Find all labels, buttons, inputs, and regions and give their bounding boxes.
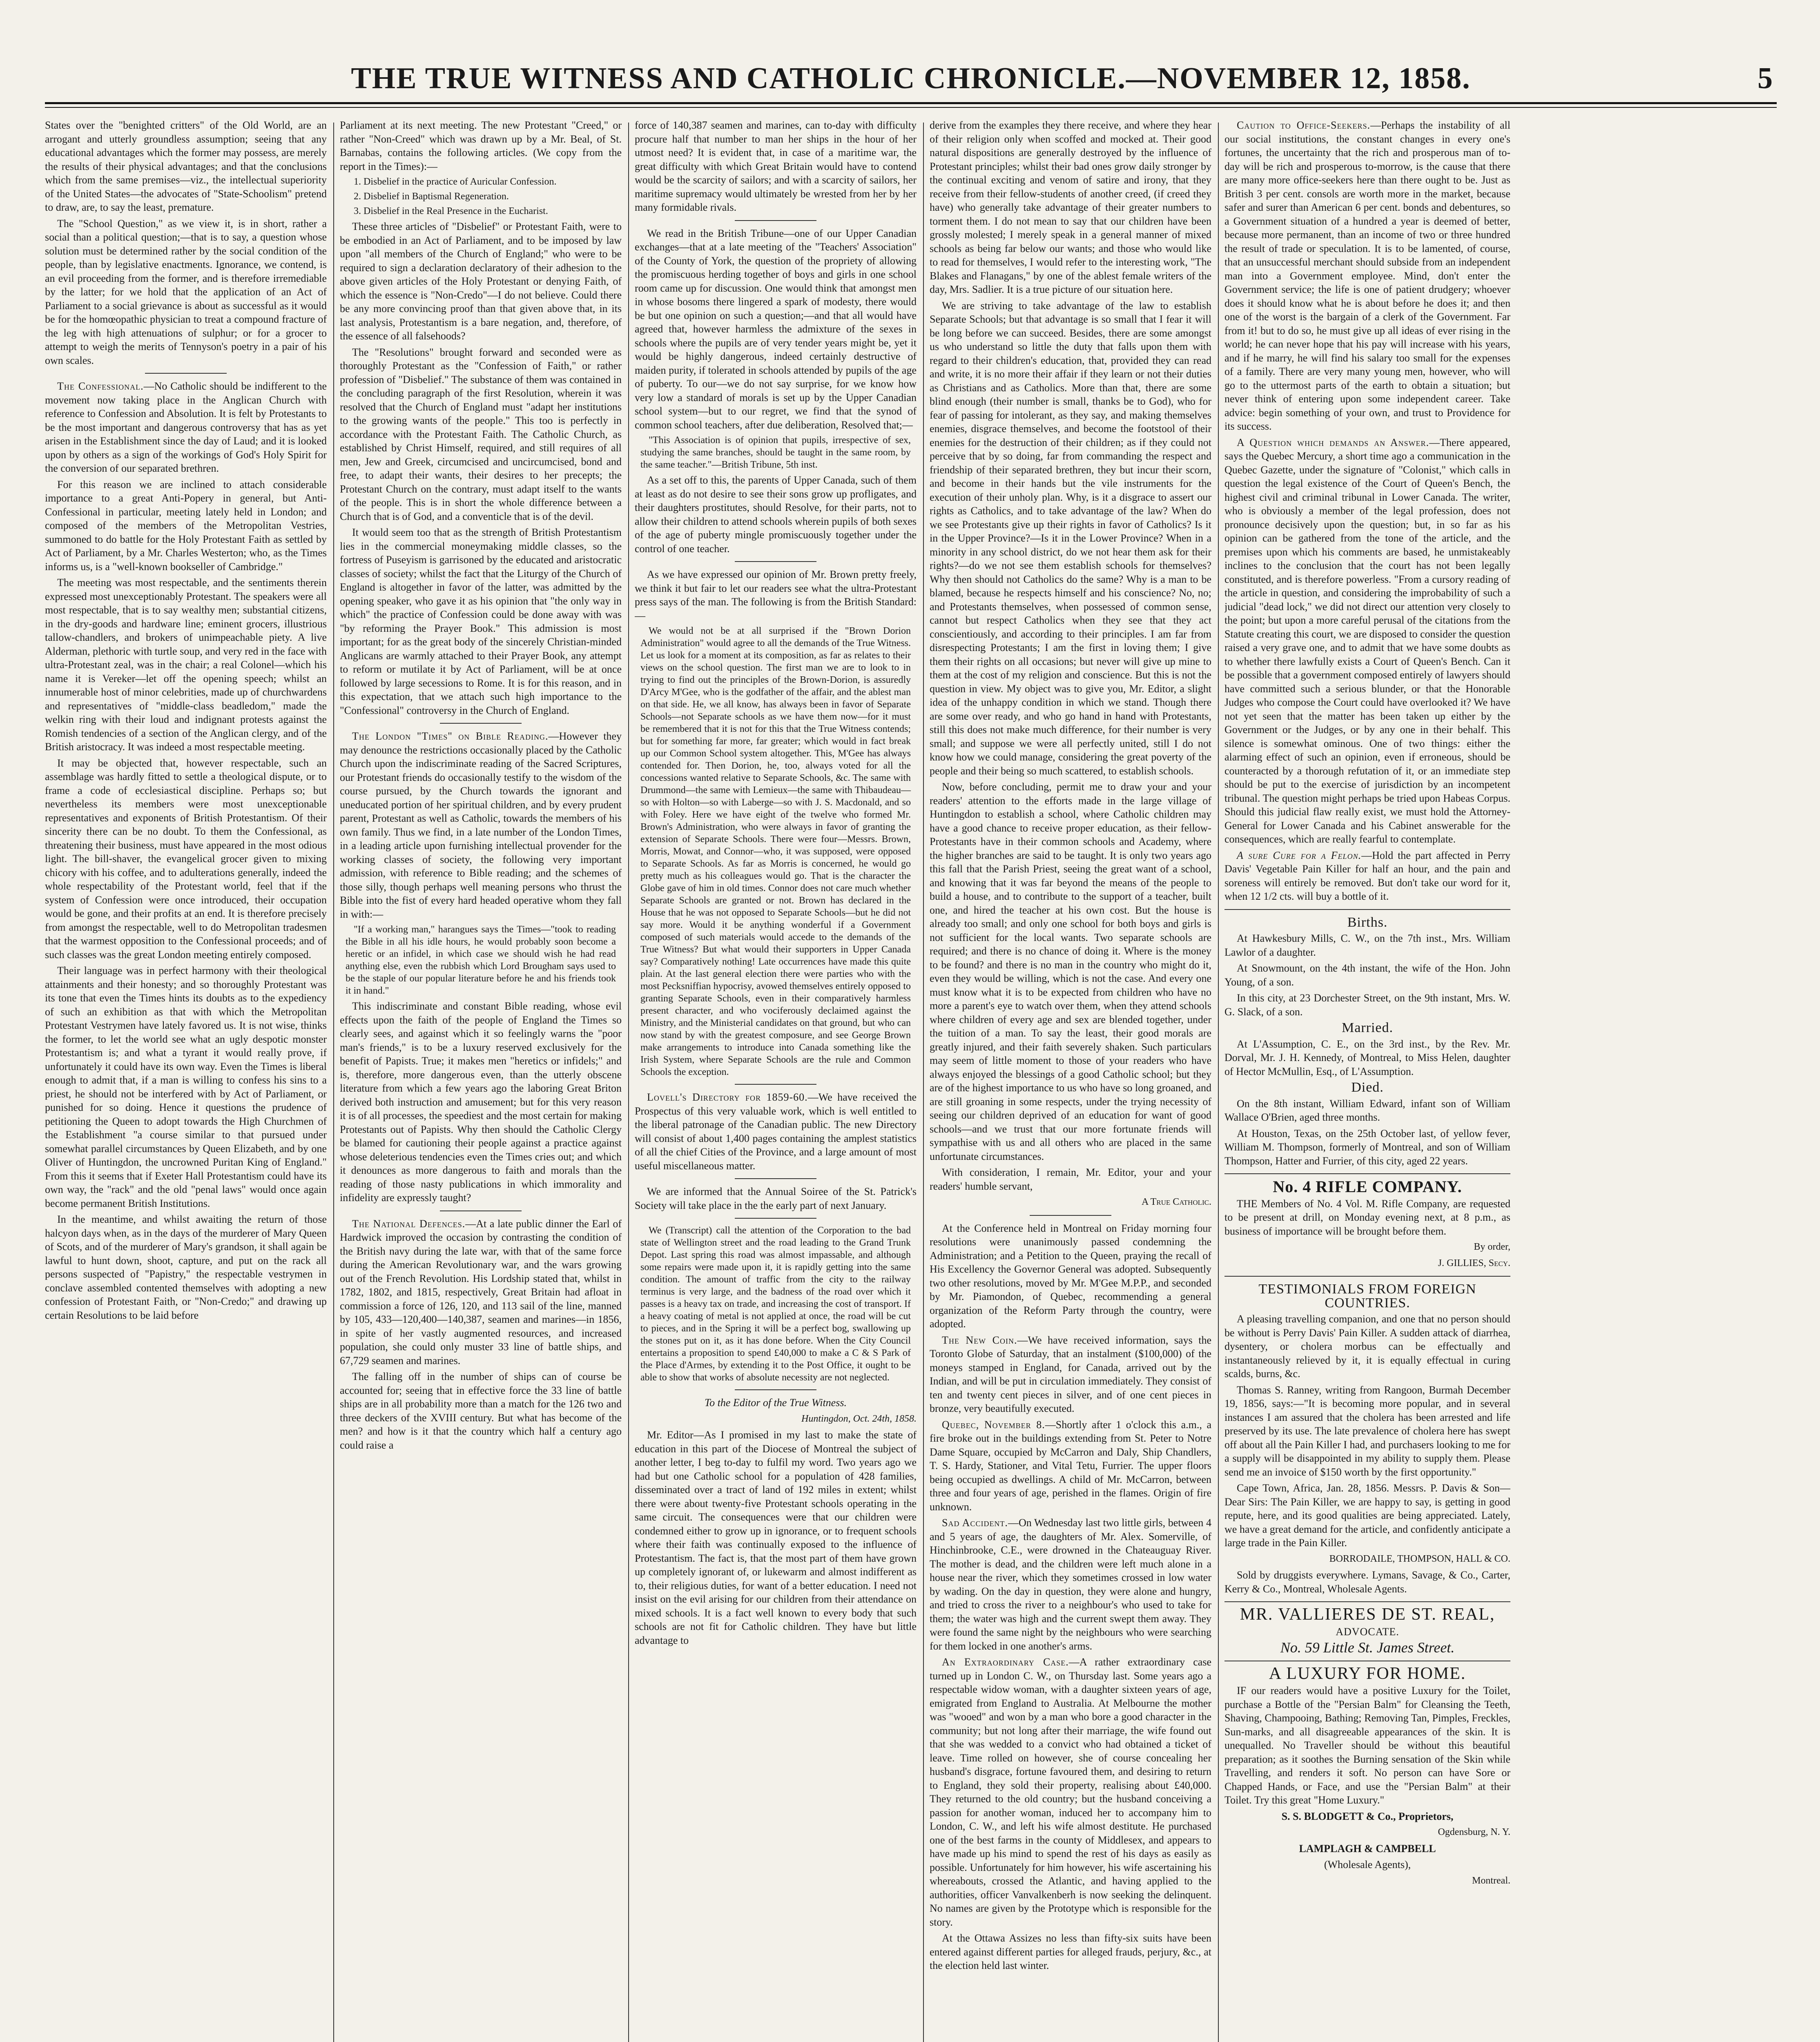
ad-paragraph: A pleasing travelling companion, and one that no person should be without is Perry Davis' Pain Killer. A sudden attack of diarrhea, dysentery, or cholera morbus can be effectually and instantaneously relieved by it, it is equally effectual in curing scalds, burns, &c. bbox=[1224, 1313, 1510, 1380]
article-paragraph bbox=[1224, 849, 1510, 903]
article-heading: The Confessional. bbox=[57, 380, 144, 392]
article-text: —We have received the Prospectus of this very valuable work, which is well entitled to the liberal patronage of the Canadian public. The new Directory will consist of about 1,400 pages containing the amplest statistics of all the chief Cities of the Province, and a large amount of most useful miscellaneous matter. bbox=[635, 1091, 917, 1172]
article-paragraph: At the Ottawa Assizes no less than fifty-six suits have been entered against different parties for alleged frauds, perjury, &c., at the election held last winter. bbox=[930, 1932, 1211, 1971]
article-paragraph: For this reason we are inclined to attach considerable importance to a great Anti-Popery in general, but Anti-Confessional in particular, meeting lately held in London; and composed of the members of the Metropolitan Vestries, summoned to do battle for the Holy Protestant Faith as settled by Act of Parliament, by a Mr. Charles Westerton; who, as the Times informs us, is a "well-known bookseller of Cambridge." bbox=[45, 478, 327, 573]
ad-paragraph: Sold by druggists everywhere. Lymans, Savage, & Co., Carter, Kerry & Co., Montreal, Wholesale Agents. bbox=[1224, 1569, 1510, 1595]
divider bbox=[440, 1210, 522, 1211]
article-paragraph bbox=[930, 1516, 1211, 1653]
masthead-rule-thin bbox=[45, 107, 1777, 108]
article-paragraph: States over the "benighted critters" of the Old World, are an arrogant and utterly groundless assumption; seeing that any educational advantages which the former may possess, are merely the results of their physical advantages; and that the conclusions which from the same premises—viz., the intellectual superiority of the United States—the advocates of "State-Schoolism" pretend to draw, are, to say the least, premature. bbox=[45, 119, 327, 213]
notice-order: By order, bbox=[1474, 1242, 1510, 1252]
article-paragraph bbox=[930, 1418, 1211, 1514]
divider bbox=[1224, 1601, 1510, 1602]
article-paragraph bbox=[930, 1333, 1211, 1416]
notice-item: THE Members of No. 4 Vol. M. Rifle Company, are requested to be present at drill, on Monday evening next, at 8 p.m., as business of importance will be brought before them. bbox=[1224, 1197, 1510, 1237]
masthead-rule bbox=[45, 102, 1777, 104]
block-quote: "This Association is of opinion that pupils, irrespective of sex, studying the same branches, should be taught in the same room, by the same teacher."—British Tribune, 5th inst. bbox=[640, 435, 911, 470]
page-number: 5 bbox=[1758, 62, 1773, 95]
article-heading: The London "Times" on Bible Reading. bbox=[352, 730, 549, 742]
notice-item: In this city, at 23 Dorchester Street, on the 9th instant, Mrs. W. G. Slack, of a son. bbox=[1224, 992, 1510, 1018]
ad-paragraph: Cape Town, Africa, Jan. 28, 1856. Messrs. P. Davis & Son—Dear Sirs: The Pain Killer, we are happy to say, is getting in good repute, here, and its good qualities are being appreciated. Lately, we have a great demand for the article, and confidently anticipate a large trade in the Pain Killer. bbox=[1224, 1482, 1510, 1549]
ad-signature: Ogdensburg, N. Y. bbox=[1438, 1827, 1510, 1837]
article-text: —Hold the part affected in Perry Davis' Vegetable Pain Killer for half an hour, and the pain and soreness will entirely be removed. But don't take our word for it, when 12 1/2 cts. will buy a bottle of it. bbox=[1224, 849, 1510, 902]
article-paragraph: Their language was in perfect harmony with their theological attainments and their honesty; and so thoroughly Protestant was its tone that even the Times hints its doubts as to the expediency of such an exhibition as that with which the Metropolitan Protestant Vestrymen have lately favored us. It is not wise, thinks the former, to let the world see what an ugly despotic monster Protestantism is; and what a tyrant it would really prove, if unfortunately it could have its own way. Even the Times is liberal enough to admit that, if a man is willing to confess his sins to a priest, he should not be interfered with by Act of Parliament, or punished for so doing. Hence it questions the prudence of petitioning the Queen to adopt towards the High Churchmen of the Establishment "a course similar to that pursued under somewhat parallel circumstances by Queen Elizabeth, and by one Oliver of Huntingdon, the uncrowned Puritan King of England." From this it seems that if Exeter Hall Protestantism could have its own way, the "rack" and the old "penal laws" would once again become permanent British Institutions. bbox=[45, 965, 327, 1209]
article-paragraph: We are informed that the Annual Soiree of the St. Patrick's Society will take place in the the early part of next January. bbox=[635, 1186, 917, 1211]
article-heading: A sure Cure for a Felon. bbox=[1237, 849, 1362, 861]
column-3 bbox=[635, 118, 917, 2042]
article-paragraph: We read in the British Tribune—one of our Upper Canadian exchanges—that at a late meeting of the "Teachers' Association" of the County of York, the question of the propriety of allowing the promiscuous herding together of boys and girls in one school room came up for discussion. One would think that amongst men in whose bosoms there lingered a spark of modesty, there would be but one opinion on such a question;—and that all would have agreed that, however harmless the admixture of the sexes in schools where the pupils are of very tender years might be, yet it would be highly dangerous, indeed certainly destructive of maiden purity, if tolerated in schools attended by pupils of the age of puberty. To our—we do not say surprise, for we know how very low a standard of morals is set up by the Upper Canadian school system—but to our regret, we find that the synod of common school teachers, after due deliberation, Resolved that;— bbox=[635, 227, 917, 431]
article-paragraph: In the meantime, and whilst awaiting the return of those halcyon days when, as in the days of the murderer of Mary Queen of Scots, and of the murderer of Mary's grandson, it shall again be lawful to hunt down, shoot, capture, and put on the rack all persons suspected of "Papistry," the respectable vestrymen in conclave assembled contented themselves with adopting a new confession of Protestant Faith, or "Non-Credo;" and drawing up certain Resolutions to be laid before bbox=[45, 1213, 327, 1321]
article-paragraph bbox=[45, 379, 327, 475]
ad-signature: BORRODAILE, THOMPSON, HALL & CO. bbox=[1329, 1553, 1510, 1564]
article-paragraph: This indiscriminate and constant Bible reading, whose evil effects upon the faith of the people of England the Times so clearly sees, and against which it so feelingly warns the "poor man's friends," is to be a luxury reserved exclusively for the benefit of Papists. True; it makes men "heretics or infidels;" and is, therefore, more dangerous even, than the utterly obscene literature from which a few years ago the laboring Great Briton derived both instruction and amusement; but for this very reason it is of all processes, the speediest and the most certain for making Protestants out of Papists. Why then should the Catholic Clergy be blamed for cautioning their people against a practice against whose deleterious tendencies even the Times cries out; and which it denounces as more dangerous to faith and morals than the reading of those nasty publications in which immorality and infidelity are expressly taught? bbox=[340, 1000, 622, 1204]
article-paragraph bbox=[340, 729, 622, 921]
divider bbox=[735, 1178, 816, 1179]
article-text: —However they may denounce the restrictions occasionally placed by the Catholic Church upon the indiscriminate reading of the Sacred Scriptures, our Protestant friends do occasionally testify to the wisdom of the course pursued, by the Church towards the ignorant and uneducated portion of her spiritual children, and by every prudent parent, Protestant as well as Catholic, towards the members of his own family. Thus we find, in a late number of the London Times, in a leading article upon furnishing intellectual provender for the working classes of society, the following very important admission, with reference to Bible reading; and the schemes of those silly, though perhaps well meaning persons who thrust the Bible into the fist of every hard headed operative whom they fall in with:— bbox=[340, 730, 622, 920]
article-text: —On Wednesday last two little girls, between 4 and 5 years of age, the daughters of Mr. Alex. Somerville, of Hinchinbrooke, C.E., were drowned in the Chateauguay River. The mother is dead, and the children were left much alone in a house near the river, which they sometimes crossed in low water by wading. On the day in question, they were alone and hungry, and tried to cross the river to a neighbour's who used to take for them; the water was high and the current swept them away. They were found the same night by the neighbours who were searching for them locked in one another's arms. bbox=[930, 1517, 1211, 1652]
article-paragraph: The "School Question," as we view it, is in short, rather a social than a political question;—that is to say, a question whose solution must be determined rather by the social condition of the people, than by legislative enactments. Ignorance, we contend, is an evil proceeding from the former, and is therefore irremediable by the latter; for we hold that the application of an Act of Parliament to a social grievance is about as successful as it would be for the homœopathic physician to treat a compound fracture of the leg with high attenuations of sulphur; or for a grocer to attempt to weigh the merits of Tennyson's poetry in a pair of his own scales. bbox=[45, 217, 327, 366]
article-heading: Quebec, November 8. bbox=[942, 1418, 1045, 1431]
article-paragraph: As a set off to this, the parents of Upper Canada, such of them at least as do not desire to see their sons grow up profligates, and their daughters prostitutes, should Resolve, for their parts, not to allow their children to attend schools wherein pupils of both sexes of the age of puberty mingle promiscuously together under the control of one teacher. bbox=[635, 474, 917, 555]
article-text: —At a late public dinner the Earl of Hardwick improved the occasion by contrasting the condition of the British navy during the late war, with that of the same force during the American Revolutionary war, and the wars growing out of the French Revolution. His Lordship stated that, whilst in 1782, 1802, and 1815, respectively, Great Britain had afloat in commission a force of 126, 120, and 113 sail of the line, manned by 105, 433—120,400—140,387, seamen and marines—in 1856, in spite of her vastly augmented resources, and increased population, she could only muster 33 line of battle ships, and 67,729 seamen and marines. bbox=[340, 1217, 622, 1367]
list-item: 1. Disbelief in the practice of Auricular Confession. bbox=[354, 176, 557, 187]
article-paragraph: It may be objected that, however respectable, such an assemblage was hardly fitted to settle a theological dispute, or to frame a code of ecclesiastical discipline. Perhaps so; but nevertheless its members were most unexceptionable representatives and exponents of British Protestantism. Of their sincerity there can be no doubt. To them the Confessional, as threatening their business, must have appeared in the most odious light. The bill-shaver, the evangelical grocer given to mixing chicory with his coffee, and to adulterations generally, indeed the whole respectability of the Protestant world, feel that if the system of Confession were once introduced, their occupation would be gone, and their profits at an end. It is therefore precisely from amongst the respectable, well to do Metropolitan tradesmen that the warmest opposition to the Confessional proceeds; and of such classes was the great London meeting entirely composed. bbox=[45, 757, 327, 961]
article-paragraph: As we have expressed our opinion of Mr. Brown pretty freely, we think it but fair to let our readers see what the ultra-Protestant press says of the man. The following is from the British Standard:— bbox=[635, 568, 917, 622]
notice-item: At Snowmount, on the 4th instant, the wife of the Hon. John Young, of a son. bbox=[1224, 962, 1510, 988]
ad-paragraph: Thomas S. Ranney, writing from Rangoon, Burmah December 19, 1856, says:—"It is becoming more popular, and in several instances I am assured that the cholera has been arrested and life preserved by its use. The late prevalence of cholera here has swept off about all the Pain Killer I had, and purchasers looking to me for a supply will be disappointed in my ability to supply them. Please send me an invoice of $150 worth by the first opportunity." bbox=[1224, 1384, 1510, 1478]
masthead bbox=[45, 61, 1777, 110]
article-heading: A Question which demands an Answer. bbox=[1237, 436, 1430, 448]
article-paragraph: force of 140,387 seamen and marines, can to-day with difficulty procure half that number to man her ships in the hour of her utmost need? It is evident that, in case of a maritime war, the great difficulty with which Great Britain would have to contend would be the scarcity of sailors; and with a scarcity of sailors, her maritime supremacy would ultimately be wrested from her by her many formidable rivals. bbox=[635, 119, 917, 213]
ad-signature: Montreal. bbox=[1472, 1875, 1510, 1886]
notice-item: At Houston, Texas, on the 25th October last, of yellow fever, William M. Thompson, formerly of Montreal, and son of William Thompson, Hatter and Furrier, of this city, aged 22 years. bbox=[1224, 1127, 1510, 1167]
column-rule bbox=[923, 123, 924, 2042]
article-paragraph bbox=[1224, 436, 1510, 846]
article-paragraph bbox=[1224, 118, 1510, 433]
divider bbox=[735, 1218, 816, 1219]
article-text: —A rather extraordinary case turned up in London C. W., on Thursday last. Some years ago a respectable widow woman, with a daughter sixteen years of age, emigrated from England to Australia. At Melbourne the mother was "wooed" and won by a man who bore a good character in the community; but not long after their marriage, the wife found out that she was wedded to a convict who had obtained a ticket of leave. Time rolled on however, she of course concealing her husband's disgrace, fortune favoured them, and desiring to return to England, they sold their property, realising about £40,000. They returned to the old country; but the husband conceiving a passion for another woman, induced her to accompany him to London, C. W., and left his wife almost destitute. He purchased one of the best farms in the county of Middlesex, and appears to have made up his mind to spend the rest of his days as easily as possible. Unfortunately for him however, his wife ascertaining his whereabouts, crossed the Atlantic, and having applied to the authorities, officer Vanvalkenberh is now seeking the delinquent. No names are given by the Prototype which is responsible for the story. bbox=[930, 1656, 1211, 1928]
divider bbox=[1224, 909, 1510, 910]
advocate-name: MR. VALLIERES DE ST. REAL, bbox=[1240, 1605, 1495, 1624]
testimonials-heading: TESTIMONIALS FROM FOREIGN COUNTRIES. bbox=[1258, 1282, 1477, 1311]
article-paragraph: Parliament at its next meeting. The new Protestant "Creed," or rather "Non-Creed" which was drawn up by a Mr. Beal, of St. Barnabas, contains the following articles. (We copy from the report in the Times):— bbox=[340, 119, 622, 172]
divider bbox=[735, 561, 816, 562]
article-paragraph: The "Resolutions" brought forward and seconded were as thoroughly Protestant as the "Confession of Faith," or rather profession of "Disbelief." The substance of them was contained in the concluding paragraph of the first Resolution, wherein it was resolved that the Church of England must "adapt her institutions to the growing wants of the people." This too is perfectly in accordance with the Protestant Faith. The Catholic Church, as established by Christ Himself, required, and still requires of all men, Jew and Greek, circumcised and uncircumcised, bond and free, to adapt their wants, their desires to her precepts; the Protestant Church on the contrary, must adapt itself to the wants of the people. This is in short the whole difference between a Church that is of God, and a conventicle that is of the devil. bbox=[340, 346, 622, 522]
column-rule bbox=[1218, 123, 1219, 2042]
article-paragraph: derive from the examples they there receive, and where they hear of their religion only when scoffed and mocked at. Their good natural dispositions are generally destroyed by the influence of Protestant principles; whilst their bad ones grow daily stronger by the continual exciting and venom of satire and irony, that they receive from their fellow-students of another creed, (if creed they have) who generally take advantage of their greater numbers to torment them. I do not mean to say that our children have been grossly molested; I merely speak in a general manner of mixed schools as being far below our wants; and those who would like to read for themselves, I would refer to the interesting work, "The Blakes and Flanagans," by one of the ablest female writers of the day, Mrs. Sadlier. It is a true picture of our situation here. bbox=[930, 119, 1211, 295]
article-paragraph: The falling off in the number of ships can of course be accounted for; seeing that in effective force the 33 line of battle ships are in all probability more than a match for the 126 two and three deckers of the XVIII century. But what has become of the men? and how is it that the country which half a century ago could raise a bbox=[340, 1371, 622, 1451]
died-heading: Died. bbox=[1351, 1080, 1384, 1095]
article-paragraph: These three articles of "Disbelief" or Protestant Faith, were to be embodied in an Act of Parliament, and to be imposed by law upon "all members of the Church of England;" who were to be required to sign a declaration declaratory of their adhesion to the above given articles of the Holy Protestant or denying Faith, of which the essence is "Non-Credo"—I do not believe. Could there be any more convincing proof than that given above that, in its last analysis, Protestantism is a bare negation, and, therefore, of the essence of all falsehoods? bbox=[340, 221, 622, 342]
advocate-title: ADVOCATE. bbox=[1336, 1625, 1399, 1638]
divider bbox=[440, 723, 522, 724]
article-text: —Shortly after 1 o'clock this a.m., a fire broke out in the buildings extending from St. Peter to Notre Dame Square, occupied by McCarron and Daly, Ship Chandlers, T. S. Hardy, Stationer, and Vital Tetu, Furrier. The upper floors being occupied as dwellings. A child of Mr. McCarron, between three and four years of age, perished in the flames. Origin of fire unknown. bbox=[930, 1418, 1211, 1513]
article-heading: Lovell's Directory for 1859-60. bbox=[647, 1091, 808, 1103]
article-text: —No Catholic should be indifferent to the movement now taking place in the Anglican Church with reference to Confession and Absolution. It is felt by Protestants to be the most important and dangerous controversy that has as yet arisen in the Establishment since the day of Laud; and it is looked upon by others as a sign of the workings of God's Holy Spirit for the conversion of our separated brethren. bbox=[45, 380, 327, 474]
luxury-heading: A LUXURY FOR HOME. bbox=[1269, 1664, 1466, 1683]
divider bbox=[1030, 1215, 1111, 1216]
divider bbox=[735, 220, 816, 221]
block-quote: "If a working man," harangues says the Times—"took to reading the Bible in all his idle hours, he would probably soon become a heretic or an infidel, in which case we should wish he had read anything else, even the rubbish which Lord Brougham says used to be the staple of our popular literature before he and his friends took it in hand." bbox=[346, 924, 616, 996]
article-paragraph: It would seem too that as the strength of British Protestantism lies in the commercial moneymaking middle classes, so the fortress of Puseyism is garrisoned by the educated and aristocratic classes of society; whilst the fact that the Liturgy of the Church of England is altogether in favor of the latter, was admitted by the opening speaker, who gave it as his opinion that "the only way in which" the practice of Confession could be done away with was "by reforming the Prayer Book." This admission is most important; for as the great body of the sincerely Christian-minded Anglicans are warmly attached to their Prayer Book, any attempt to reform or mutilate it by Act of Parliament, will be at once followed by large secessions to Rome. It is for this reason, and in this expectation, that we attach such high importance to the "Confessional" controversy in the Church of England. bbox=[340, 526, 622, 716]
block-quote: We (Transcript) call the attention of the Corporation to the bad state of Wellington street and the road leading to the Grand Trunk Depot. Last spring this road was almost impassable, and although some repairs were made upon it, it is rapidly getting into the same condition. The amount of traffic from the city to the railway terminus is very large, and the badness of the road over which it passes is a heavy tax on trade, and increasing the cost of transport. If a heavy coating of metal is not applied at once, the road will be cut to pieces, and in the Spring it will be a perfect bog, swallowing up the stones put on it, as it has done before. When the City Council entertains a proposition to spend £40,000 to make a C & S Park of the Place d'Armes, by extending it to the Post Office, it ought to be able to show that works of absolute necessity are not neglected. bbox=[640, 1225, 911, 1383]
notice-item: On the 8th instant, William Edward, infant son of William Wallace O'Brien, aged three months. bbox=[1224, 1097, 1510, 1123]
article-text: —There appeared, says the Quebec Mercury, a short time ago a communication in the Quebec Gazette, under the signature of "Colonist," which calls in question the legal existence of the Court of Queen's Bench, the highest civil and criminal tribunal in Lower Canada. The writer, who is obviously a member of the legal profession, does not pronounce decisively upon the question; but, in so far as his opinion can be gathered from the tone of the article, and the premises upon which his comments are based, he unmistakeably inclines to the conclusion that the court has not been legally constituted, and is therefore powerless. "From a cursory reading of the article in question, and considering the improbability of such a judicial "dead lock," we did not direct our attention very closely to the point; but upon a more careful perusal of the citations from the Statute creating this court, we are disposed to consider the question raised a very grave one, and to admit that we have some doubts as to whether there lawfully exists a Court of Queen's Bench. Can it be possible that a government composed entirely of lawyers should have committed such a serious blunder, or that the Honorable Judges who compose the Court could have overlooked it? We have not yet seen that the matter has been taken up either by the Government or the Judges, or by any one in their behalf. This silence is somewhat ominous. One of two things: either the alarming effect of such an opinion, even if erroneous, should be counteracted by a thorough refutation of it, or an immediate step should be put to the exercise of jurisdiction by an incompetent tribunal. The question might perhaps be tried upon Habeas Corpus. Should this judicial flaw really exist, we must hold the Attorney-General for Lower Canada and his Cabinet answerable for the consequences, which are really fearful to contemplate. bbox=[1224, 436, 1510, 845]
article-paragraph bbox=[340, 1217, 622, 1368]
ad-signature: S. S. BLODGETT & Co., Proprietors, bbox=[1281, 1810, 1454, 1822]
article-heading: Caution to Office-Seekers. bbox=[1237, 119, 1371, 131]
divider bbox=[1224, 1173, 1510, 1174]
column-rule bbox=[628, 123, 629, 2042]
list-item: 2. Disbelief in Baptismal Regeneration. bbox=[354, 191, 509, 202]
article-paragraph: The meeting was most respectable, and the sentiments therein expressed most unexceptionably Protestant. The speakers were all most respectable, that is to say wealthy men; substantial citizens, in the dry-goods and hardware line; eminent grocers, illustrious tallow-chandlers, and brokers of unimpeachable piety. A live Alderman, plethoric with turtle soup, and very red in the face with ultra-Protestant zeal, was in the chair; a real Colonel—which his name it is Vereker—let off the opening speech; whilst an innumerable host of minor celebrities, made up of churchwardens and representatives of "middle-class beadledom," made the welkin ring with their loud and indignant protests against the Romish tendencies of a section of the Anglican clergy, and of the British aristocracy. It was indeed a most respectable meeting. bbox=[45, 577, 327, 753]
ad-signature: (Wholesale Agents), bbox=[1324, 1859, 1411, 1870]
column-4 bbox=[930, 118, 1211, 2042]
divider bbox=[735, 1389, 816, 1390]
article-heading: The National Defences. bbox=[352, 1217, 466, 1230]
ad-signature: LAMPLAGH & CAMPBELL bbox=[1299, 1842, 1436, 1855]
article-paragraph bbox=[930, 1655, 1211, 1929]
article-heading: Sad Accident. bbox=[942, 1517, 1008, 1529]
letter-heading: To the Editor of the True Witness. bbox=[705, 1397, 847, 1409]
column-1 bbox=[45, 118, 327, 2042]
article-paragraph: Now, before concluding, permit me to draw your and your readers' attention to the efforts made in the large village of Huntingdon to establish a school, where Catholic children may have a good chance to receive proper education, as their fellow-Protestants have in their common schools and Academy, where the higher branches are said to be taught. It is only two years ago this fall that the Parish Priest, seeing the great want of a school, and knowing that it was far beyond the means of the people to build a house, and to contribute to the support of a teacher, built one, and hired the teacher at his own cost. But the house is already too small; and only one school for both boys and girls is not sufficient for the local wants. Two separate schools are required; and there is no chance of doing it. Where is the money to be found? and there is no man in the country who might do it, even they would be willing, which is not the case. And every one must know what it is to be expected from children who have no more a parent's eye to watch over them, when they attend schools where children of every age and sex are blended together, under the tuition of a man. To say the least, their good morals are greatly injured, and their faith severely shaken. Such particulars may seem of little moment to those of your readers who have always enjoyed the blessings of a good Catholic school; but they are of the highest importance to us who have so long groaned, and are still groaning in some respects, under the trying necessity of seeing our children deprived of an education for want of good schools—and we trust that our more fortunate friends will sympathise with us and all others who are placed in the same unfortunate circumstances. bbox=[930, 781, 1211, 1162]
article-heading: An Extraordinary Case. bbox=[942, 1656, 1069, 1668]
list-item: 3. Disbelief in the Real Presence in the Eucharist. bbox=[354, 206, 548, 216]
ad-paragraph: IF our readers would have a positive Luxury for the Toilet, purchase a Bottle of the "Persian Balm" for Cleansing the Teeth, Shaving, Champooing, Bathing; Removing Tan, Pimples, Freckles, Sun-marks, and all disagreeable appearances of the skin. It is unequalled. No Traveller should be without this beautiful preparation; as it soothes the Burning sensation of the Skin while Travelling, and renders it soft. No person can have Sore or Chapped Hands, or Face, and use the "Persian Balm" at their Toilet. Try this great "Home Luxury." bbox=[1224, 1685, 1510, 1806]
notice-item: At L'Assumption, C. E., on the 3rd inst., by the Rev. Mr. Dorval, Mr. J. H. Kennedy, of Montreal, to Miss Helen, daughter of Hector McMullin, Esq., of L'Assumption. bbox=[1224, 1038, 1510, 1077]
births-heading: Births. bbox=[1347, 914, 1388, 930]
rifle-company-heading: No. 4 RIFLE COMPANY. bbox=[1273, 1177, 1462, 1196]
article-paragraph: Mr. Editor—As I promised in my last to make the state of education in this part of the Diocese of Montreal the subject of another letter, I beg to-day to fulfil my word. Two years ago we had but one Catholic school for a population of 428 families, disseminated over a tract of land of 192 miles in extent; whilst there were about twenty-five Protestant schools operating in the same circuit. The consequences were that our children were condemned either to grow up in ignorance, or to frequent schools where their faith was continually exposed to the influence of Protestantism. The fact is, that the most part of them have grown up completely ignorant of, or lukewarm and almost indifferent as to, their religious duties, for want of a better education. I need not insist on the evil arising for our children from their attendance on mixed schools. It is a fact well known to every body that such schools are not fit for Catholic children. They have but little advantage to bbox=[635, 1429, 917, 1646]
letter-signature: A True Catholic. bbox=[1142, 1197, 1211, 1207]
article-paragraph bbox=[635, 1090, 917, 1173]
divider bbox=[1224, 1276, 1510, 1277]
advocate-address: No. 59 Little St. James Street. bbox=[1280, 1639, 1455, 1656]
column-2 bbox=[340, 118, 622, 2042]
article-paragraph: We are striving to take advantage of the law to establish Separate Schools; but that advantage is so small that I fear it will be long before we can succeed. Besides, there are some amongst us who understand so little the duty that falls upon them with regard to their children's education, that, provided they can read and write, it is no more their affair if they learn or not their duties as Christians and as Catholics. More than that, there are some blind enough (their number is small, thanks be to God), who for fear of passing for intolerant, as they say, and making themselves enemies, disgrace themselves, and become the footstool of their enemies for the destruction of their children; as if they could not perceive that by so doing, far from commanding the respect and friendship of their separated brethren, they but incur their scorn, and become in their hands but the vile instruments for the execution of their unholy plan. Why, is it a disgrace to assert our rights as Catholics, and to take advantage of the law? When do we see Protestants give up their rights in favor of Catholics? Is it in the Upper Province?—Is it in the Lower Province? When in a minority in any school district, do we not hear them ask for their rights?—do we not see them establish schools for themselves? Why then should not Catholics do the same? Why is a man to be blamed, because he respects himself and his conscience? No, no; and Protestants themselves, when possessed of common sense, cannot but respect Catholics when they see that they act conscientiously, and according to their principles. I am far from disrespecting Protestants; I am the first in loving them; I give them their rights on all occasions; but never will give up mine to them at the cost of my religion and conscience. But this is not the question in view. My object was to give you, Mr. Editor, a slight idea of the unhappy condition in which we stand. Though there are some over ready, and who go hand in hand with Protestants, still this does not make much difference, for their number is very small; and suppose we were all perfectly united, still I do not know how we could manage, considering the great poverty of the people and their being so much scattered, to establish schools. bbox=[930, 299, 1211, 777]
notice-item: At Hawkesbury Mills, C. W., on the 7th inst., Mrs. William Lawlor of a daughter. bbox=[1224, 932, 1510, 958]
article-text: —Perhaps the instability of all our social institutions, the constant changes in every one's fortunes, the uncertainty that the rich and prosperous man of to-day will be rich and prosperous to-morrow, is the cause that there are many more office-seekers here than there ought to be. Just as British 3 per cent. consols are worth more in the market, because safer and surer than American 6 per cent. bonds and debentures, so a Government situation of a hundred a year is deemed of better, because more permanent, than an income of two or three hundred the result of trade or speculation. It is to be lamented, of course, that an unsuccessful merchant should subside from an independent man into a Government employee. Mind, don't enter the Government service; the life is one of patient drudgery; whoever does it should know what he is about before he does it; and then one of the worst is the bargain of a clerk of the Government. Far from it! but to do so, he must give up all ideas of ever rising in the world; he can never hope that his pay will increase with his years, and if he marry, he will find his salary too small for the expenses of a family. There are very many young men, however, who will go to the uttermost parts of the earth to obtain a situation; but never think of entering upon some independent career. Take advice: begin something of your own, and trust to Providence for its success. bbox=[1224, 119, 1510, 432]
article-text: —We have received information, says the Toronto Globe of Saturday, that an instalment ($100,000) of the moneys stamped in England, for Canada, arrived out by the Indian, and will be put in circulation immediately. They consist of ten and twenty cent pieces in silver, and of one cent pieces in bronze, very beautifully executed. bbox=[930, 1334, 1211, 1414]
column-rule bbox=[333, 123, 334, 2042]
running-head: THE TRUE WITNESS AND CATHOLIC CHRONICLE.—NOVEMBER 12, 1858. bbox=[351, 62, 1471, 95]
block-quote: We would not be at all surprised if the "Brown Dorion Administration" would agree to all the demands of the True Witness. Let us look for a moment at its composition, as far as relates to their views on the school question. The first man we are to look to in trying to find out the principles of the Brown-Dorion, is assuredly D'Arcy M'Gee, who is the godfather of the affair, and the ablest man on that side. He, we all know, has always been in favor of Separate Schools—not Separate schools as we have them now—for it must be remembered that it is not for this that the True Witness contends; but for something far more, far greater; which would in fact break up our Common School system altogether. This, M'Gee has always contended for. Then Dorion, he, too, always voted for all the concessions wanted relative to Separate Schools, &c. The same with Drummond—the same with Lemieux—the same with Thibaudeau—so with Holton—so with Laberge—so with J. S. Macdonald, and so with Foley. Here we have eight of the twelve who formed Mr. Brown's Administration, who were always in favor of granting the extension of Separate Schools. There were four—Messrs. Brown, Morris, Mowat, and Connor—who, it was supposed, were opposed to Separate Schools. As far as Morris is concerned, he would go pretty much as his colleagues would go. That is the character the Globe gave of him in old times. Connor does not care much whether Separate Schools are granted or not. Brown has declared in the House that he was not opposed to Separate Schools—but he did not say more. Would it be anything wonderful if a Government composed of such materials would accede to the demands of the True Witness? But what would their supporters in Upper Canada say? Comparatively nothing! Late occurrences have made this quite plain. At the last general election there were parties who with the most Pecksniffian hypocrisy, avowed themselves entirely opposed to granting Separate Schools, even in their comparatively harmless present character, and who vociferously declaimed against the Ministry, and the Ministerial candidates on that ground, but who can now stand by with the greatest composure, and see George Brown make arrangements to introduce into Canada something like the Irish System, where Separate Schools are the rule and Common Schools the exception. bbox=[640, 626, 911, 1077]
letter-dateline: Huntingdon, Oct. 24th, 1858. bbox=[801, 1413, 917, 1424]
article-paragraph: At the Conference held in Montreal on Friday morning four resolutions were unanimously passed condemning the Administration; and a Petition to the Queen, praying the recall of His Excellency the Governor General was adopted. Subsequently two other resolutions, moved by Mr. M'Gee M.P.P., and seconded by Mr. Piamondon, of Quebec, recommending a general organization of the Reform Party through the country, were adopted. bbox=[930, 1222, 1211, 1330]
article-paragraph: With consideration, I remain, Mr. Editor, your and your readers' humble servant, bbox=[930, 1166, 1211, 1192]
divider bbox=[145, 373, 227, 374]
notice-signature: J. GILLIES, Secy. bbox=[1438, 1257, 1510, 1268]
column-5 bbox=[1224, 118, 1510, 2042]
divider bbox=[735, 1084, 816, 1085]
article-heading: The New Coin. bbox=[942, 1334, 1017, 1346]
married-heading: Married. bbox=[1341, 1020, 1393, 1035]
newspaper-page bbox=[45, 61, 1777, 2042]
